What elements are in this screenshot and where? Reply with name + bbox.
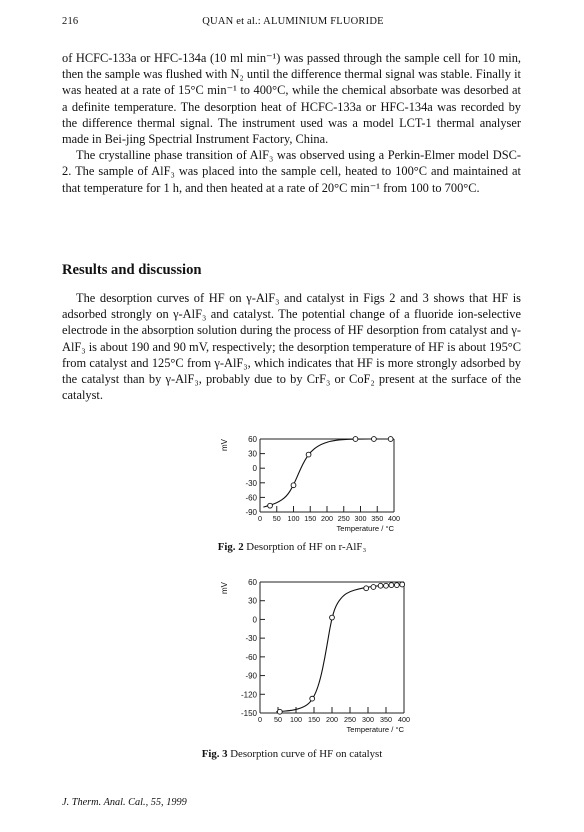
figure-3-caption-text: Desorption curve of HF on catalyst xyxy=(227,748,383,760)
figure-2-caption xyxy=(0,541,584,553)
data-point-marker xyxy=(268,503,273,508)
data-point-marker xyxy=(384,583,389,588)
x-tick-label: 50 xyxy=(272,514,281,523)
figure-3-caption-label: Fig. 3 xyxy=(201,748,228,760)
data-point-marker xyxy=(353,437,358,442)
x-tick-label: 250 xyxy=(344,715,356,724)
y-tick-label: -60 xyxy=(245,652,257,662)
x-tick-label: 400 xyxy=(398,715,410,724)
data-point-marker xyxy=(306,452,311,457)
figure-2-caption-text: Desorption of HF on r-AlF₃ xyxy=(243,541,367,553)
y-tick-label: -30 xyxy=(245,634,257,644)
data-point-marker xyxy=(277,709,282,714)
y-tick-label: -30 xyxy=(245,478,257,488)
running-title: QUAN et al.: ALUMINIUM FLUORIDE xyxy=(202,16,384,27)
x-tick-label: 100 xyxy=(290,715,302,724)
y-tick-label: 30 xyxy=(248,449,257,459)
data-point-marker xyxy=(394,583,399,588)
y-tick-label: 60 xyxy=(248,436,257,444)
y-tick-label: 0 xyxy=(252,615,257,625)
x-tick-label: 0 xyxy=(258,514,262,523)
data-point-marker xyxy=(388,437,393,442)
data-point-marker xyxy=(389,583,394,588)
figure-3 xyxy=(220,578,430,745)
text-block-results xyxy=(62,290,521,403)
section-heading: Results and discussion xyxy=(62,262,202,278)
x-tick-label: 350 xyxy=(380,715,392,724)
figure-3-caption xyxy=(0,748,584,760)
y-tick-label: 60 xyxy=(248,578,257,587)
y-axis-label: mV xyxy=(220,439,229,451)
y-tick-label: 0 xyxy=(252,464,257,474)
x-axis-label: Temperature / °C xyxy=(346,725,404,734)
data-point-marker xyxy=(400,582,405,587)
series-line xyxy=(276,584,402,711)
x-tick-label: 400 xyxy=(388,514,400,523)
data-point-marker xyxy=(371,585,376,590)
figure-3-chart xyxy=(220,578,430,740)
data-point-marker xyxy=(330,615,335,620)
text-block-top xyxy=(62,50,521,196)
x-tick-label: 150 xyxy=(308,715,320,724)
data-point-marker xyxy=(310,696,315,701)
x-tick-label: 150 xyxy=(304,514,317,523)
data-point-marker xyxy=(372,437,377,442)
page-number: 216 xyxy=(62,16,79,27)
data-point-marker xyxy=(291,483,296,488)
y-tick-label: -90 xyxy=(245,671,257,681)
y-axis-label: mV xyxy=(220,582,229,594)
y-tick-label: -60 xyxy=(245,493,257,503)
x-tick-label: 300 xyxy=(354,514,367,523)
x-tick-label: 0 xyxy=(258,715,262,724)
x-axis-label: Temperature / °C xyxy=(336,524,394,533)
paragraph-1: of HCFC-133a or HFC-134a (10 ml min⁻¹) was passed through the sample cell for 10 min, then the sample was flushed with N₂ until the difference thermal signal was stable. Finally it was heated at a rate of 15°C min⁻¹ to 400°C, while the chemical absorbate was desorbed at a definite temperature. The desorption heat of HCFC-133a or HFC-134a was recorded by the difference thermal signal. The instrument used was a model LCT-1 thermal analyser made in Bei-jing Spectrial Instrument Factory, China. xyxy=(62,51,521,147)
x-tick-label: 200 xyxy=(326,715,338,724)
x-tick-label: 50 xyxy=(274,715,282,724)
data-point-marker xyxy=(378,583,383,588)
journal-footer: J. Therm. Anal. Cal., 55, 1999 xyxy=(62,797,187,808)
x-tick-label: 200 xyxy=(321,514,333,523)
data-point-marker xyxy=(364,586,369,591)
figure-2-chart xyxy=(220,436,420,538)
figure-2-caption-label: Fig. 2 xyxy=(217,541,244,553)
x-tick-label: 250 xyxy=(337,514,350,523)
series-line xyxy=(263,439,390,507)
x-tick-label: 100 xyxy=(287,514,300,523)
y-tick-label: 30 xyxy=(248,596,257,606)
running-header xyxy=(62,16,524,30)
y-tick-label: -120 xyxy=(240,690,257,700)
paragraph-3: The desorption curves of HF on γ-AlF₃ and catalyst in Figs 2 and 3 shows that HF is adsorbed strongly on γ-AlF₃ and catalyst. The potential change of a fluoride ion-selective electrode in the absorption solution during the process of HF desorption from catalyst and γ-AlF₃ is about 190 and 90 mV, respectively; the desorption temperature of HF is about 195°C from catalyst and 125°C from γ-AlF₃, which indicates that HF is more strongly adsorbed by the catalyst than by γ-AlF₃, probably due to by CrF₃ or CoF₂ present at the surface of the catalyst. xyxy=(62,291,521,403)
y-tick-label: -150 xyxy=(240,709,257,718)
y-tick-label: -90 xyxy=(245,508,257,517)
x-tick-label: 300 xyxy=(362,715,374,724)
paragraph-2: The crystalline phase transition of AlF₃ was observed using a Perkin-Elmer model DSC-2. The sample of AlF₃ was placed into the sample cell, heated to 100°C and maintained at that temperature for 1 h, and then heated at a rate of 20°C min⁻¹ from 100 to 700°C. xyxy=(62,148,521,195)
x-tick-label: 350 xyxy=(371,514,384,523)
figure-2 xyxy=(220,436,420,543)
